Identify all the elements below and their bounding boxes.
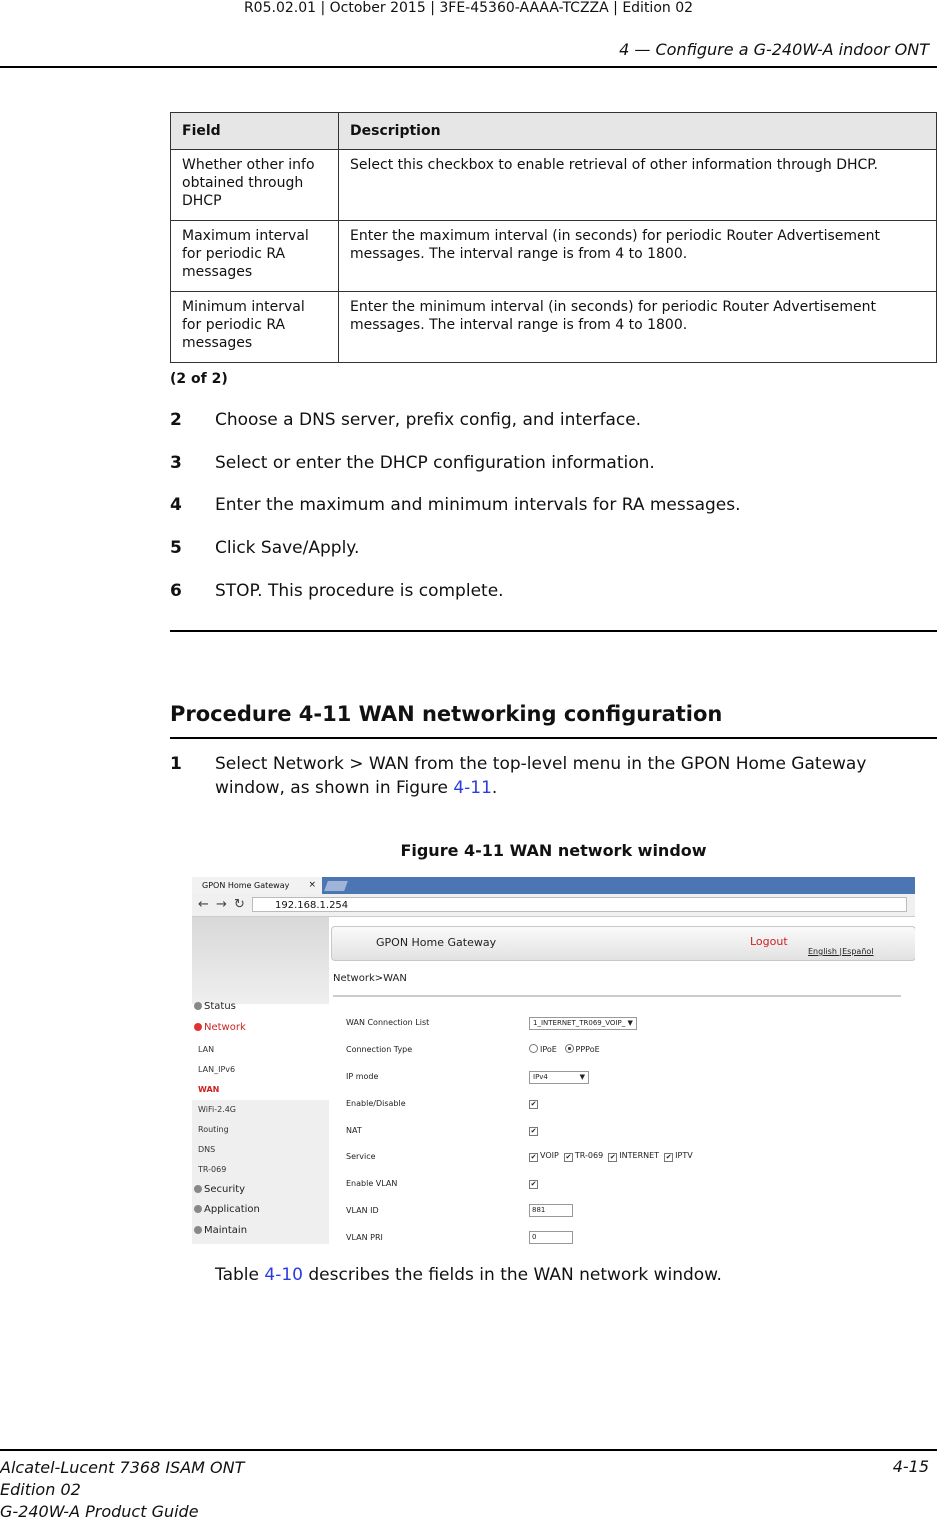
step-text: Enter the maximum and minimum intervals for RA messages. bbox=[215, 495, 741, 515]
vlan-pri-label: VLAN PRI bbox=[346, 1233, 383, 1242]
procedure-title: Procedure 4-11 WAN networking configuration bbox=[170, 702, 723, 726]
table-header-row bbox=[171, 113, 937, 150]
description-cell: Enter the maximum interval (in seconds) for periodic Router Advertisement messages. The interval range is from 4 to 1800. bbox=[339, 221, 937, 292]
step-item bbox=[170, 579, 930, 603]
enable-label: Enable/Disable bbox=[346, 1099, 406, 1108]
logout-link[interactable]: Logout bbox=[750, 935, 788, 948]
table-link[interactable]: 4-10 bbox=[264, 1265, 303, 1285]
reload-icon[interactable]: ↻ bbox=[234, 897, 245, 912]
step-text: Click Save/Apply. bbox=[215, 538, 360, 558]
step-text: Choose a DNS server, prefix config, and interface. bbox=[215, 410, 642, 430]
wan-list-label: WAN Connection List bbox=[346, 1018, 430, 1027]
footer-guide: G-240W-A Product Guide bbox=[0, 1502, 199, 1521]
step-item bbox=[170, 493, 930, 517]
enable-vlan-checkbox[interactable]: ✔ bbox=[530, 1180, 537, 1188]
iptv-checkbox[interactable]: ✔ bbox=[665, 1153, 672, 1161]
new-tab-button[interactable] bbox=[324, 881, 348, 891]
description-cell: Select this checkbox to enable retrieval of other information through DHCP. bbox=[339, 150, 937, 221]
browser-tab-bar bbox=[192, 877, 915, 894]
figure-link[interactable]: 4-11 bbox=[453, 778, 492, 798]
service-label: Service bbox=[346, 1152, 376, 1161]
step-number: 3 bbox=[170, 453, 182, 473]
field-table bbox=[170, 112, 937, 363]
enable-checkbox[interactable]: ✔ bbox=[530, 1100, 537, 1108]
expand-icon bbox=[194, 1205, 202, 1213]
step-number: 4 bbox=[170, 495, 182, 515]
conn-type-label: Connection Type bbox=[346, 1045, 413, 1054]
step-item bbox=[170, 408, 930, 432]
table-continuation-note: (2 of 2) bbox=[170, 371, 228, 387]
sidebar-sub-tr069[interactable]: TR-069 bbox=[198, 1165, 227, 1174]
pppoe-radio[interactable] bbox=[565, 1044, 574, 1053]
collapse-icon bbox=[194, 1023, 202, 1031]
nat-label: NAT bbox=[346, 1126, 362, 1135]
browser-tab[interactable] bbox=[192, 877, 322, 894]
browser-tab-title: GPON Home Gateway bbox=[202, 881, 290, 890]
vlan-pri-input[interactable]: 0 bbox=[529, 1231, 573, 1244]
footer-rule bbox=[0, 1449, 937, 1451]
wan-list-select[interactable]: 1_INTERNET_TR069_VOIP_ ▼ bbox=[529, 1017, 637, 1030]
expand-icon bbox=[194, 1226, 202, 1234]
chevron-down-icon: ▼ bbox=[627, 1019, 633, 1027]
chevron-down-icon: ▼ bbox=[579, 1073, 585, 1081]
ip-mode-label: IP mode bbox=[346, 1072, 379, 1081]
vlan-id-label: VLAN ID bbox=[346, 1206, 379, 1215]
sidebar-sub-wan[interactable]: WAN bbox=[198, 1085, 220, 1094]
sidebar-top-band bbox=[192, 917, 329, 1004]
browser-nav-bar bbox=[192, 894, 915, 917]
expand-icon bbox=[194, 1185, 202, 1193]
procedure-title-rule bbox=[170, 737, 937, 739]
step-number: 5 bbox=[170, 538, 182, 558]
ip-mode-select[interactable]: IPv4 ▼ bbox=[529, 1071, 589, 1084]
field-cell: Maximum interval for periodic RA messages bbox=[171, 221, 339, 292]
sidebar-sub-lan[interactable]: LAN bbox=[198, 1045, 215, 1054]
sidebar-sub-lan-ipv6[interactable]: LAN_IPv6 bbox=[198, 1065, 236, 1074]
col-description-header: Description bbox=[339, 113, 937, 150]
wan-network-screenshot bbox=[192, 877, 915, 1244]
sidebar-sub-dns[interactable]: DNS bbox=[198, 1145, 216, 1154]
chapter-title: 4 — Configure a G-240W-A indoor ONT bbox=[619, 40, 929, 59]
sidebar-item-security[interactable]: Security bbox=[194, 1184, 245, 1195]
table-row bbox=[171, 221, 937, 292]
field-cell: Minimum interval for periodic RA messages bbox=[171, 292, 339, 363]
step-text: Select Network > WAN from the top-level menu in the GPON Home Gateway window, as shown in Figure 4-11. bbox=[215, 754, 867, 798]
sidebar-item-application[interactable]: Application bbox=[194, 1204, 260, 1215]
table-row bbox=[171, 292, 937, 363]
close-icon[interactable]: × bbox=[308, 880, 316, 890]
step-item bbox=[170, 752, 930, 800]
header-rule bbox=[0, 66, 937, 68]
procedure-end-rule bbox=[170, 630, 937, 632]
table-row bbox=[171, 150, 937, 221]
breadcrumb: Network>WAN bbox=[333, 973, 407, 984]
table-reference-text: Table 4-10 describes the fields in the WAN network window. bbox=[215, 1265, 722, 1285]
enable-vlan-label: Enable VLAN bbox=[346, 1179, 398, 1188]
service-options: ✔ VOIP ✔ TR-069 ✔ INTERNET ✔ IPTV bbox=[530, 1151, 693, 1161]
breadcrumb-divider bbox=[333, 995, 901, 997]
step-text: Select or enter the DHCP configuration information. bbox=[215, 453, 655, 473]
conn-type-radios: IPoE PPPoE bbox=[529, 1044, 600, 1054]
app-header bbox=[331, 926, 915, 961]
page-number: 4-15 bbox=[892, 1457, 929, 1476]
voip-checkbox[interactable]: ✔ bbox=[530, 1153, 537, 1161]
sidebar-item-status[interactable]: Status bbox=[194, 1001, 236, 1012]
footer-edition: Edition 02 bbox=[0, 1480, 81, 1499]
footer-product: Alcatel-Lucent 7368 ISAM ONT bbox=[0, 1458, 245, 1477]
internet-checkbox[interactable]: ✔ bbox=[609, 1153, 616, 1161]
figure-title: Figure 4-11 WAN network window bbox=[400, 841, 707, 860]
step-item bbox=[170, 536, 930, 560]
step-number: 6 bbox=[170, 581, 182, 601]
description-cell: Enter the minimum interval (in seconds) for periodic Router Advertisement messages. The interval range is from 4 to 1800. bbox=[339, 292, 937, 363]
release-line: R05.02.01 | October 2015 | 3FE-45360-AAAA-TCZZA | Edition 02 bbox=[243, 0, 694, 16]
sidebar-sub-wifi[interactable]: WiFi-2.4G bbox=[198, 1105, 237, 1114]
step-number: 1 bbox=[170, 754, 182, 774]
app-title: GPON Home Gateway bbox=[376, 936, 497, 949]
address-bar[interactable] bbox=[252, 897, 907, 912]
tr069-checkbox[interactable]: ✔ bbox=[565, 1153, 572, 1161]
step-text: STOP. This procedure is complete. bbox=[215, 581, 504, 601]
forward-arrow-icon[interactable]: → bbox=[216, 897, 227, 912]
nat-checkbox[interactable]: ✔ bbox=[530, 1127, 537, 1135]
step-number: 2 bbox=[170, 410, 182, 430]
vlan-id-input[interactable]: 881 bbox=[529, 1204, 573, 1217]
col-field-header: Field bbox=[171, 113, 339, 150]
url-text: 192.168.1.254 bbox=[275, 900, 349, 911]
back-arrow-icon[interactable]: ← bbox=[198, 897, 209, 912]
sidebar-sub-routing[interactable]: Routing bbox=[198, 1125, 229, 1134]
ipoe-radio[interactable] bbox=[529, 1044, 538, 1053]
expand-icon bbox=[194, 1002, 202, 1010]
field-cell: Whether other info obtained through DHCP bbox=[171, 150, 339, 221]
sidebar-item-maintain[interactable]: Maintain bbox=[194, 1225, 247, 1236]
sidebar-item-network[interactable]: Network bbox=[194, 1022, 246, 1033]
step-item bbox=[170, 451, 930, 475]
language-switch[interactable]: English |Español bbox=[808, 947, 874, 956]
